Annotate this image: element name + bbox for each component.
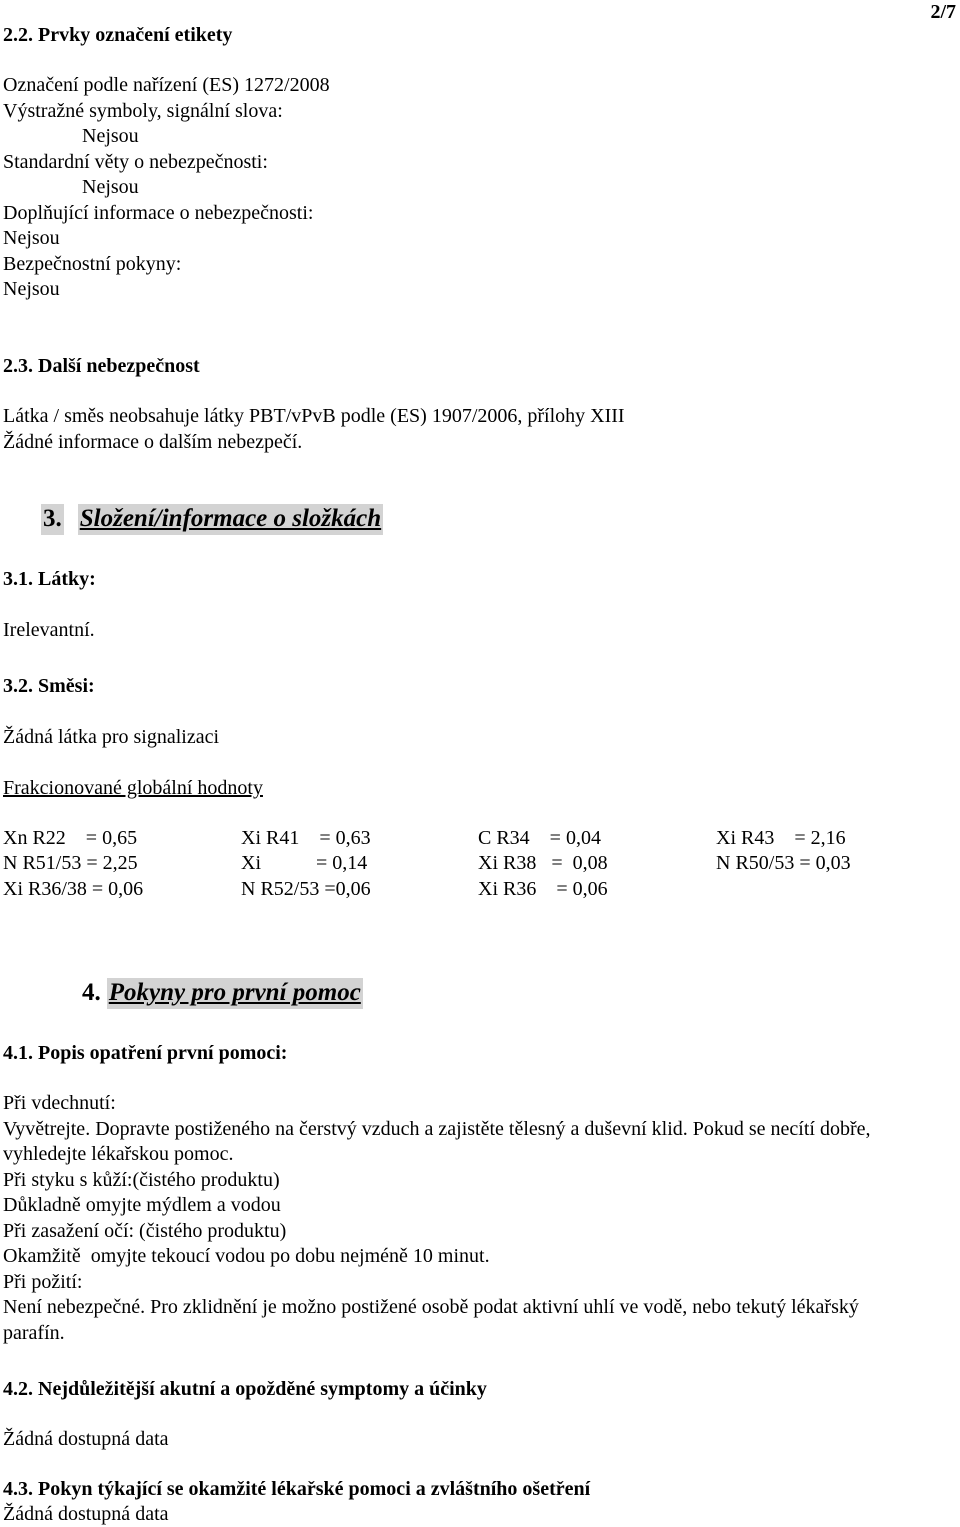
text-line: Nejsou	[3, 278, 60, 300]
text-line: vyhledejte lékařskou pomoc.	[3, 1143, 234, 1165]
text-line: Standardní věty o nebezpečnosti:	[3, 151, 268, 173]
fraction-value: Xi = 0,14	[241, 852, 368, 874]
text-line: Při požití:	[3, 1271, 83, 1293]
fraction-value: C R34 = 0,04	[478, 827, 601, 849]
section-3-number: 3.	[41, 504, 64, 535]
text-line: Označení podle nařízení (ES) 1272/2008	[3, 74, 330, 96]
text-line: Není nebezpečné. Pro zklidnění je možno postižené osobě podat aktivní uhlí ve vodě, nebo tekutý lékařský	[3, 1296, 859, 1318]
fraction-value: Xi R36/38 = 0,06	[3, 878, 144, 900]
section-4-title	[82, 980, 363, 1005]
text-line: Nejsou	[3, 227, 60, 249]
section-4-number: 4.	[82, 979, 101, 1006]
text-line: Žádné informace o dalším nebezpečí.	[3, 431, 303, 453]
fraction-value: Xn R22 = 0,65	[3, 827, 138, 849]
text-line: Nejsou	[82, 176, 139, 198]
section-4-2-heading: 4.2. Nejdůležitější akutní a opožděné symptomy a účinky	[3, 1378, 487, 1400]
fraction-heading: Frakcionované globální hodnoty	[3, 777, 263, 799]
section-4-1-heading: 4.1. Popis opatření první pomoci:	[3, 1042, 288, 1064]
section-3-title-text: Složení/informace o složkách	[78, 504, 383, 535]
text-line: Žádná látka pro signalizaci	[3, 726, 220, 748]
fraction-value: Xi R36 = 0,06	[478, 878, 608, 900]
text-line: Důkladně omyjte mýdlem a vodou	[3, 1194, 281, 1216]
text-line: parafín.	[3, 1322, 65, 1344]
text-line: Žádná dostupná data	[3, 1503, 169, 1525]
section-2-3-heading: 2.3. Další nebezpečnost	[3, 355, 200, 377]
fraction-value: Xi R38 = 0,08	[478, 852, 608, 874]
section-4-3-heading: 4.3. Pokyn týkající se okamžité lékařské pomoci a zvláštního ošetření	[3, 1478, 591, 1500]
text-line: Vyvětrejte. Dopravte postiženého na čerstvý vzduch a zajistěte tělesný a duševní klid. Pokud se necítí dobře,	[3, 1118, 871, 1140]
section-4-title-text: Pokyny pro první pomoc	[107, 978, 363, 1009]
text-line: Při zasažení očí: (čistého produktu)	[3, 1220, 287, 1242]
section-3-title	[41, 506, 383, 531]
text-line: Při styku s kůží:(čistého produktu)	[3, 1169, 280, 1191]
text-line: Bezpečnostní pokyny:	[3, 253, 182, 275]
fraction-value: N R52/53 =0,06	[241, 878, 371, 900]
text-line: Nejsou	[82, 125, 139, 147]
text-line: Okamžitě omyjte tekoucí vodou po dobu nejméně 10 minut.	[3, 1245, 490, 1267]
text-line: Látka / směs neobsahuje látky PBT/vPvB podle (ES) 1907/2006, přílohy XIII	[3, 405, 625, 427]
fraction-value: N R51/53 = 2,25	[3, 852, 138, 874]
text-line: Doplňující informace o nebezpečnosti:	[3, 202, 314, 224]
section-3-2-heading: 3.2. Směsi:	[3, 675, 95, 697]
text-line: Výstražné symboly, signální slova:	[3, 100, 283, 122]
section-2-2-heading: 2.2. Prvky označení etikety	[3, 24, 233, 46]
fraction-value: Xi R41 = 0,63	[241, 827, 371, 849]
section-3-1-heading: 3.1. Látky:	[3, 568, 96, 590]
page-number: 2/7	[930, 1, 956, 23]
fraction-value: N R50/53 = 0,03	[716, 852, 851, 874]
text-line: Při vdechnutí:	[3, 1092, 116, 1114]
text-line: Irelevantní.	[3, 619, 95, 641]
text-line: Žádná dostupná data	[3, 1428, 169, 1450]
fraction-value: Xi R43 = 2,16	[716, 827, 846, 849]
